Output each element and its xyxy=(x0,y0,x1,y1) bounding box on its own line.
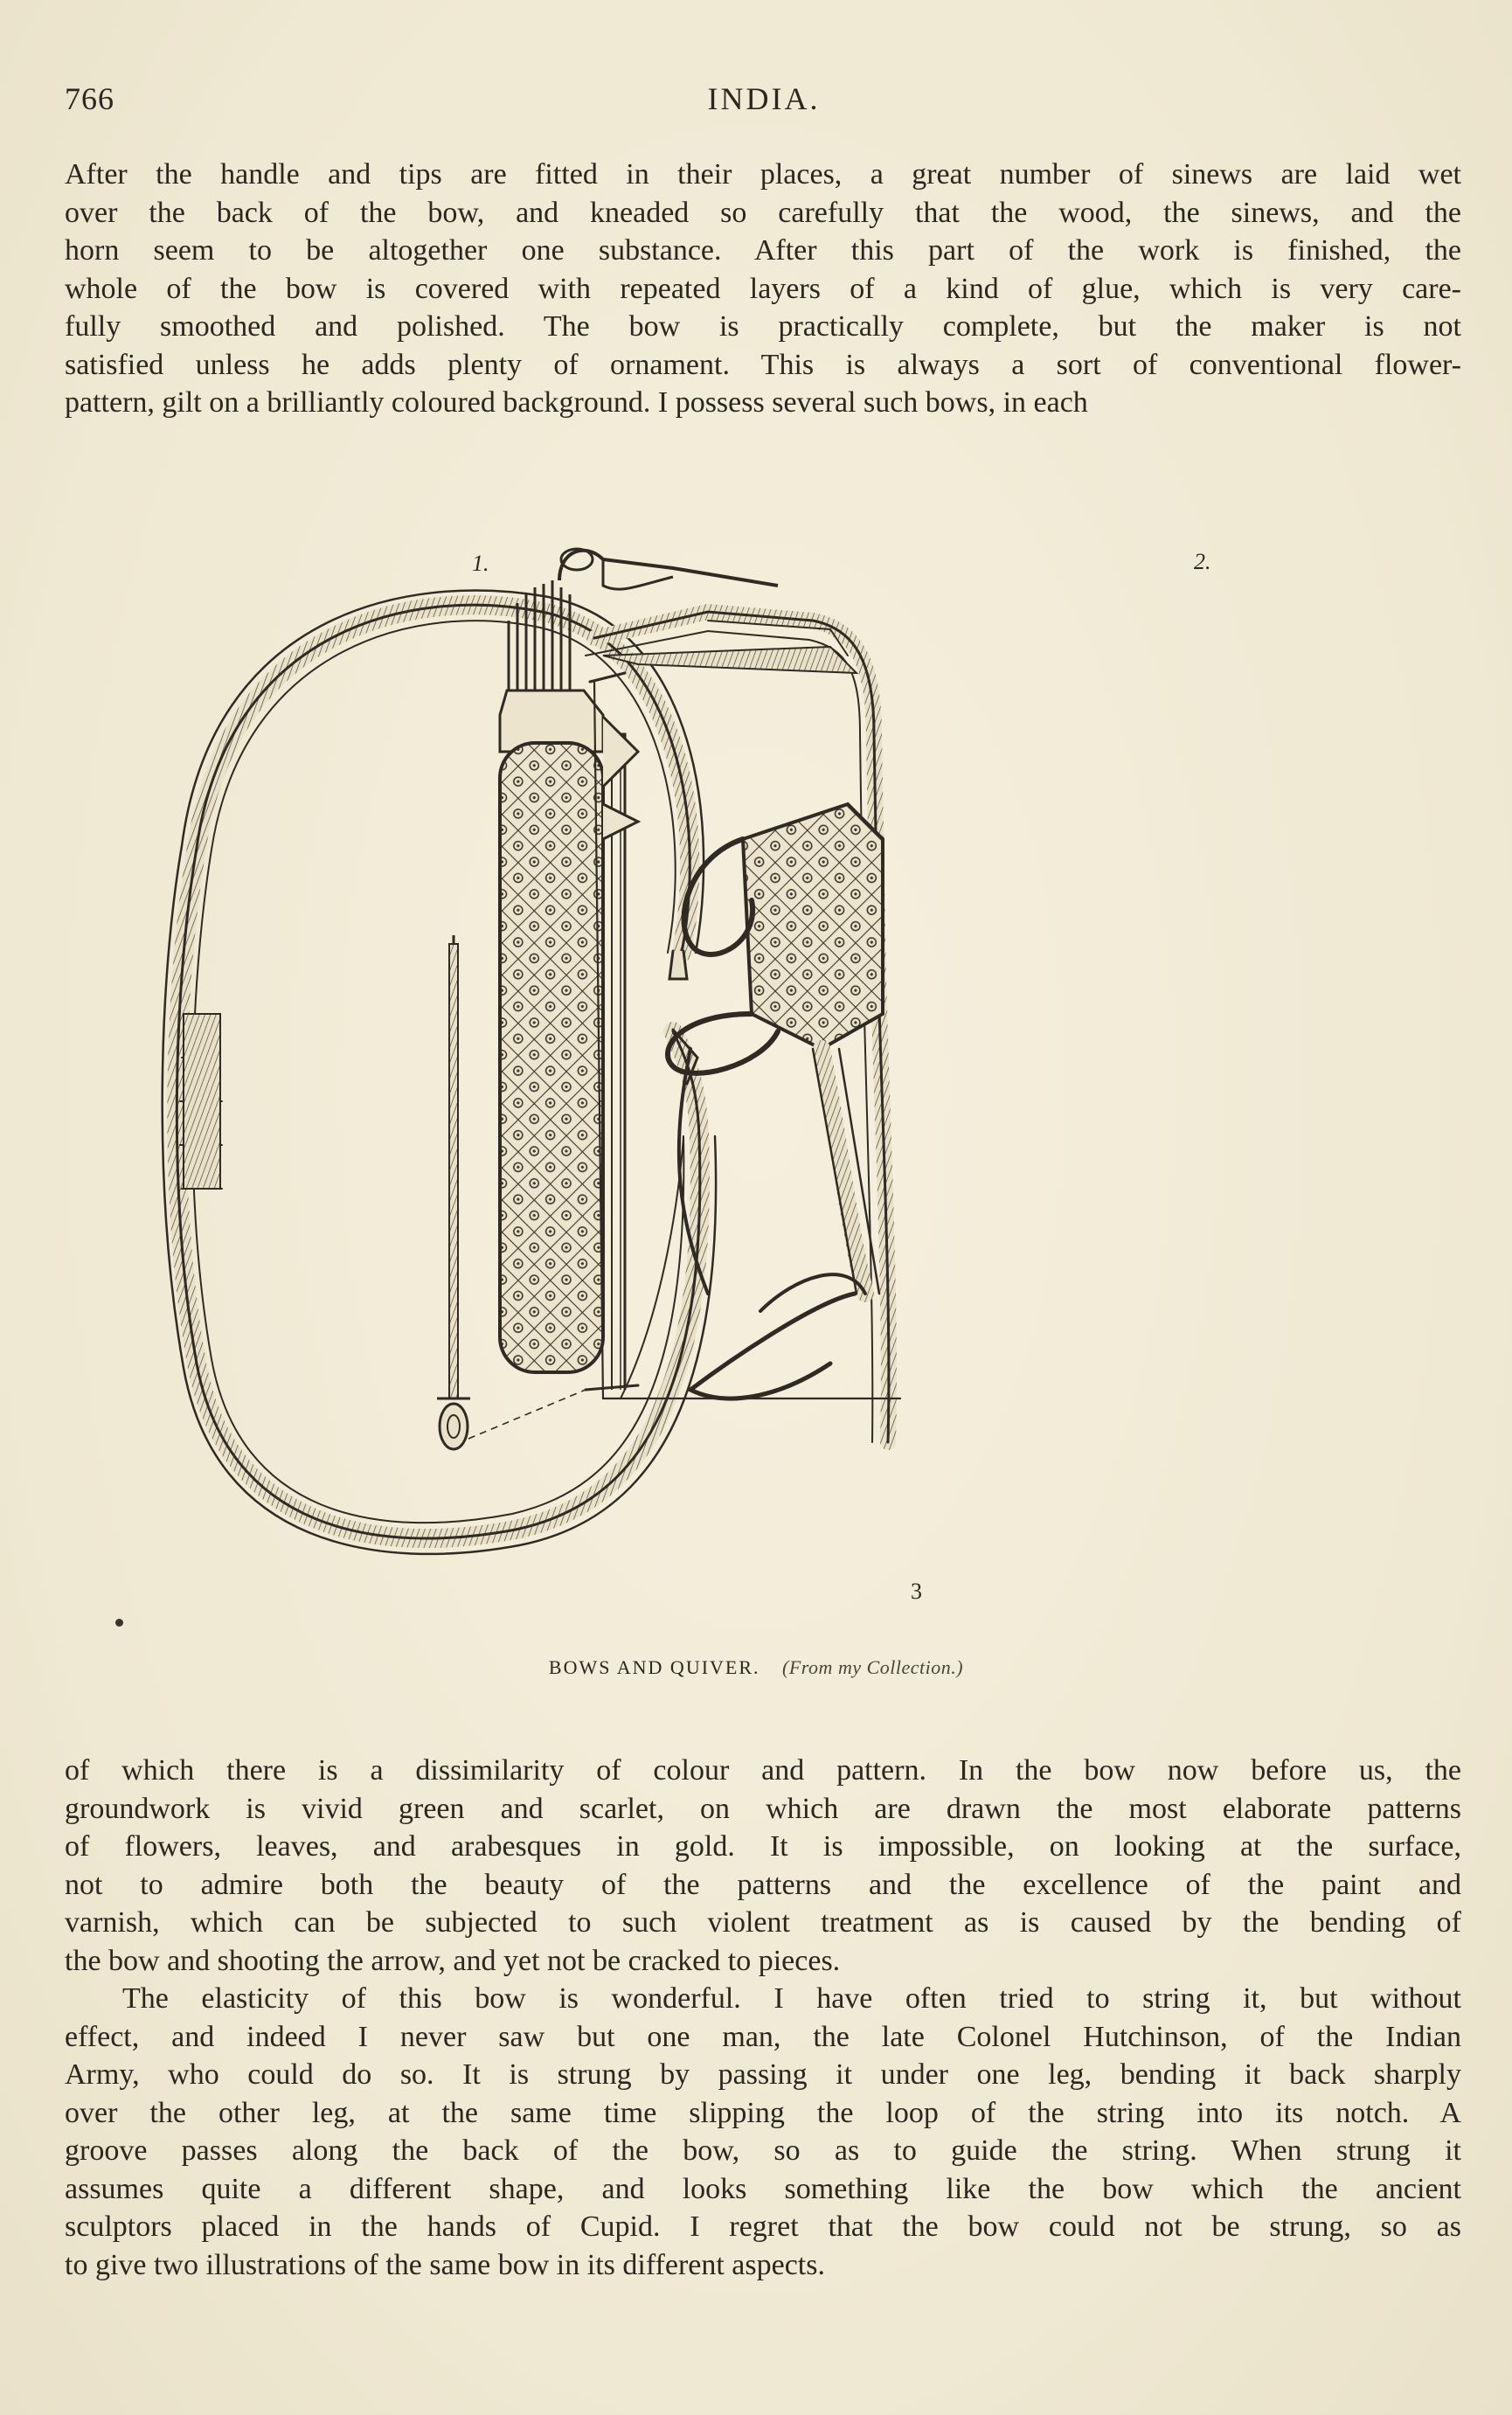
caption-credit: (From my Collection.) xyxy=(782,1656,964,1678)
page-header xyxy=(65,80,1463,124)
text-line: groove passes along the back of the bow, so as to guide the string. When strung it xyxy=(65,2134,1461,2167)
paragraph-top xyxy=(65,156,1461,422)
text-line: fully smoothed and polished. The bow is practically complete, but the maker is not xyxy=(65,310,1461,343)
text-line: whole of the bow is covered with repeated layers of a kind of glue, which is very care- xyxy=(65,272,1461,305)
figure-label-2: 2. xyxy=(1194,549,1211,574)
text-line: groundwork is vivid green and scarlet, on which are drawn the most elaborate patterns xyxy=(65,1792,1461,1825)
unstrung-bow-drawing xyxy=(163,591,716,1554)
speck-mark xyxy=(115,1619,123,1627)
figure-caption xyxy=(0,1656,1512,1679)
text-line: After the handle and tips are fitted in their places, a great number of sinews are laid wet xyxy=(65,158,1461,191)
paragraph-middle xyxy=(65,1752,1461,1980)
text-line: varnish, which can be subjected to such violent treatment as is caused by the bending of xyxy=(65,1906,1461,1939)
text-line: of flowers, leaves, and arabesques in gold. It is impossible, on looking at the surface, xyxy=(65,1830,1461,1863)
text-line: to give two illustrations of the same bow in its different aspects. xyxy=(65,2248,825,2281)
illustration-bows-and-quiver xyxy=(149,524,1363,1652)
text-line: over the back of the bow, and kneaded so carefully that the wood, the sinews, and the xyxy=(65,196,1461,229)
figure-label-3: 3 xyxy=(911,1579,922,1604)
text-line: of which there is a dissimilarity of colour and pattern. In the bow now before us, the xyxy=(65,1754,1461,1787)
text-line: Army, who could do so. It is strung by passing it under one leg, bending it back sharply xyxy=(65,2058,1461,2091)
text-line: pattern, gilt on a brilliantly coloured background. I possess several such bows, in each xyxy=(65,386,1088,419)
text-line: sculptors placed in the hands of Cupid. I regret that the bow could not be strung, so as xyxy=(65,2210,1461,2243)
page-number: 766 xyxy=(65,81,114,116)
text-line: horn seem to be altogether one substance. After this part of the work is finished, the xyxy=(65,234,1461,267)
text-line: the bow and shooting the arrow, and yet not be cracked to pieces. xyxy=(65,1944,841,1977)
text-line: effect, and indeed I never saw but one man, the late Colonel Hutchinson, of the Indian xyxy=(65,2020,1461,2053)
text-line: The elasticity of this bow is wonderful. I have often tried to string it, but without xyxy=(122,1982,1461,2015)
figure-label-1: 1. xyxy=(472,551,489,576)
text-line: assumes quite a different shape, and looks something like the bow which the ancient xyxy=(65,2172,1461,2205)
text-line: over the other leg, at the same time slipping the loop of the string into its notch. A xyxy=(65,2096,1461,2129)
running-title: INDIA. xyxy=(707,81,821,116)
paragraph-bottom xyxy=(65,1980,1461,2284)
caption-title: BOWS AND QUIVER. xyxy=(548,1656,760,1678)
strung-bow-drawing xyxy=(586,612,900,1442)
text-line: satisfied unless he adds plenty of ornament. This is always a sort of conventional flower- xyxy=(65,348,1461,381)
text-line: not to admire both the beauty of the patterns and the excellence of the paint and xyxy=(65,1868,1461,1901)
